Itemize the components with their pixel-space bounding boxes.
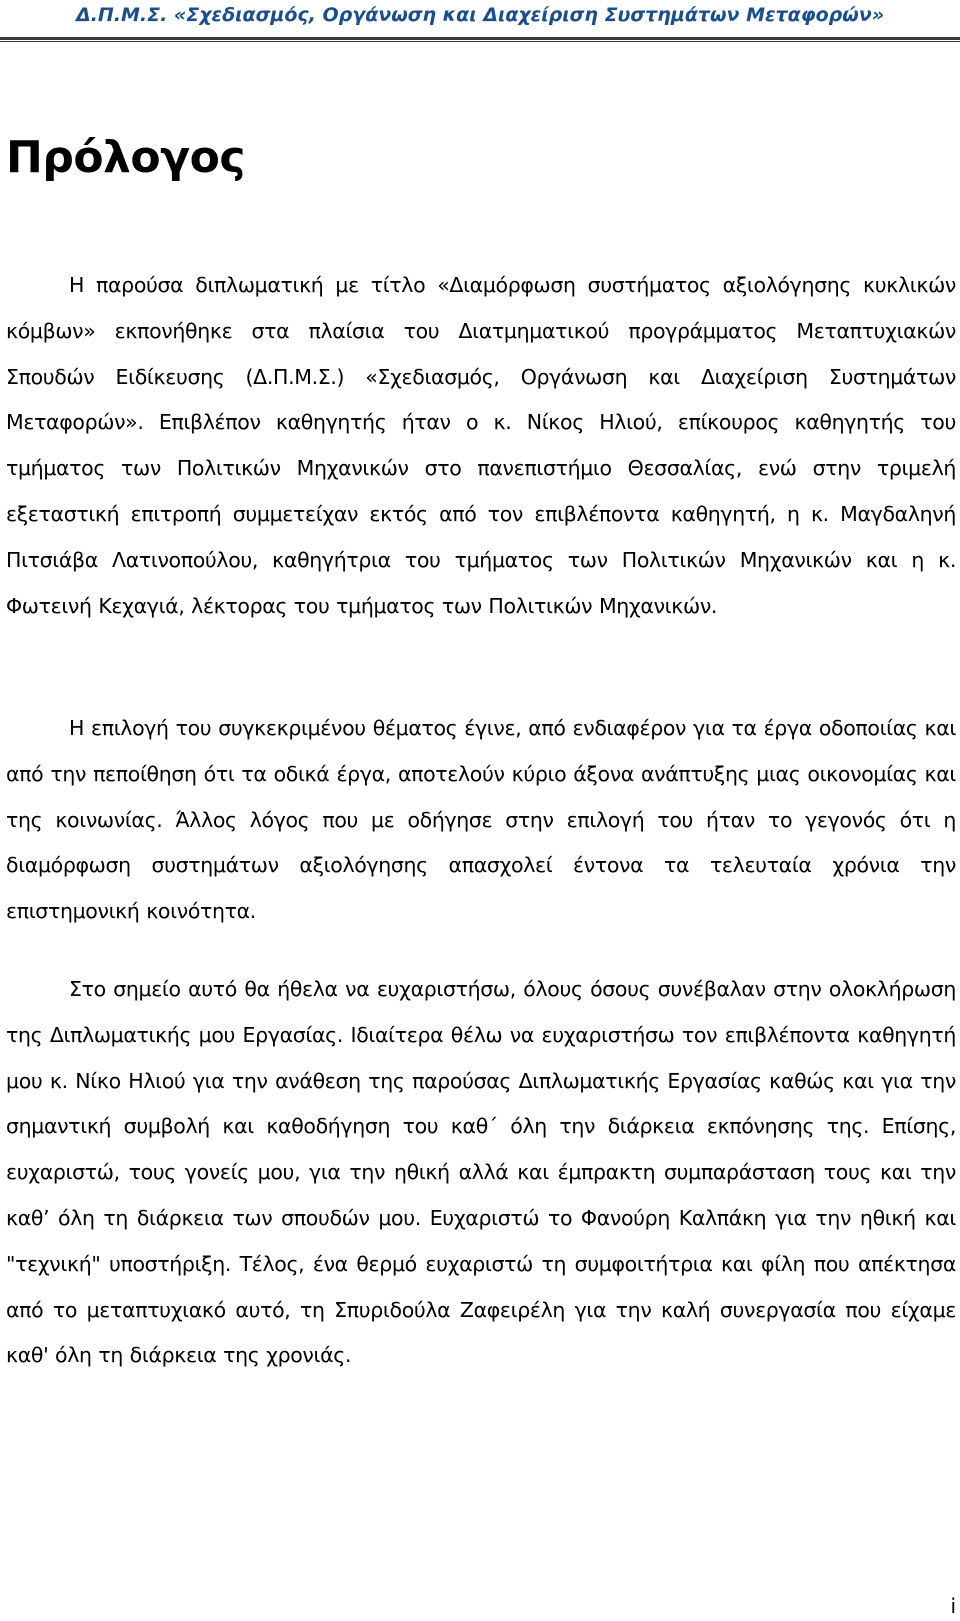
header-divider xyxy=(0,37,960,42)
running-header: Δ.Π.Μ.Σ. «Σχεδιασμός, Οργάνωση και Διαχείριση Συστημάτων Μεταφορών» xyxy=(75,4,885,26)
paragraph-intro: Η παρούσα διπλωματική με τίτλο «Διαμόρφωση συστήματος αξιολόγησης κυκλικών κόμβων» εκπονήθηκε στα πλαίσια του Διατμηματικού προγράμματος Μεταπτυχιακών Σπουδών Ειδίκευσης (Δ.Π.Μ.Σ.) «Σχεδιασμός, Οργάνωση και Διαχείριση Συστημάτων Μεταφορών». Επιβλέπον καθηγητής ήταν ο κ. Νίκος Ηλιού, επίκουρος καθηγητής του τμήματος των Πολιτικών Μηχανικών στο πανεπιστήμιο Θεσσαλίας, ενώ στην τριμελή εξεταστική επιτροπή συμμετείχαν εκτός από τον επιβλέποντα καθηγητή, η κ. Μαγδαληνή Πιτσιάβα Λατινοπούλου, καθηγήτρια του τμήματος των Πολιτικών Μηχανικών και η κ. Φωτεινή Κεχαγιά, λέκτορας του τμήματος των Πολιτικών Μηχανικών. xyxy=(6,273,956,618)
page-number: i xyxy=(950,1594,956,1618)
page-title: Πρόλογος xyxy=(6,132,245,183)
paragraph-acknowledgements: Στο σημείο αυτό θα ήθελα να ευχαριστήσω, όλους όσους συνέβαλαν στην ολοκλήρωση της Διπλωματικής μου Εργασίας. Ιδιαίτερα θέλω να ευχαριστήσω τον επιβλέποντα καθηγητή μου κ. Νίκο Ηλιού για την ανάθεση της παρούσας Διπλωματικής Εργασίας καθώς και για την σημαντική συμβολή και καθοδήγηση του καθ΄ όλη την διάρκεια εκπόνησης της. Επίσης, ευχαριστώ, τους γονείς μου, για την ηθική αλλά και έμπρακτη συμπαράσταση τους και την καθ’ όλη τη διάρκεια των σπουδών μου. Ευχαριστώ το Φανούρη Καλπάκη για την ηθική και "τεχνική" υποστήριξη. Τέλος, ένα θερμό ευχαριστώ τη συμφοιτήτρια και φίλη που απέκτησα από το μεταπτυχιακό αυτό, τη Σπυριδούλα Ζαφειρέλη για την καλή συνεργασία που είχαμε καθ' όλη τη διάρκεια της χρονιάς. xyxy=(6,977,956,1368)
paragraph-topic-choice: Η επιλογή του συγκεκριμένου θέματος έγινε, από ενδιαφέρον για τα έργα οδοποιίας και από την πεποίθηση ότι τα οδικά έργα, αποτελούν κύριο άξονα ανάπτυξης μιας οικονομίας και της κοινωνίας. Άλλος λόγος που με οδήγησε στην επιλογή του ήταν το γεγονός ότι η διαμόρφωση συστημάτων αξιολόγησης απασχολεί έντονα τα τελευταία χρόνια την επιστημονική κοινότητα. xyxy=(6,716,956,924)
